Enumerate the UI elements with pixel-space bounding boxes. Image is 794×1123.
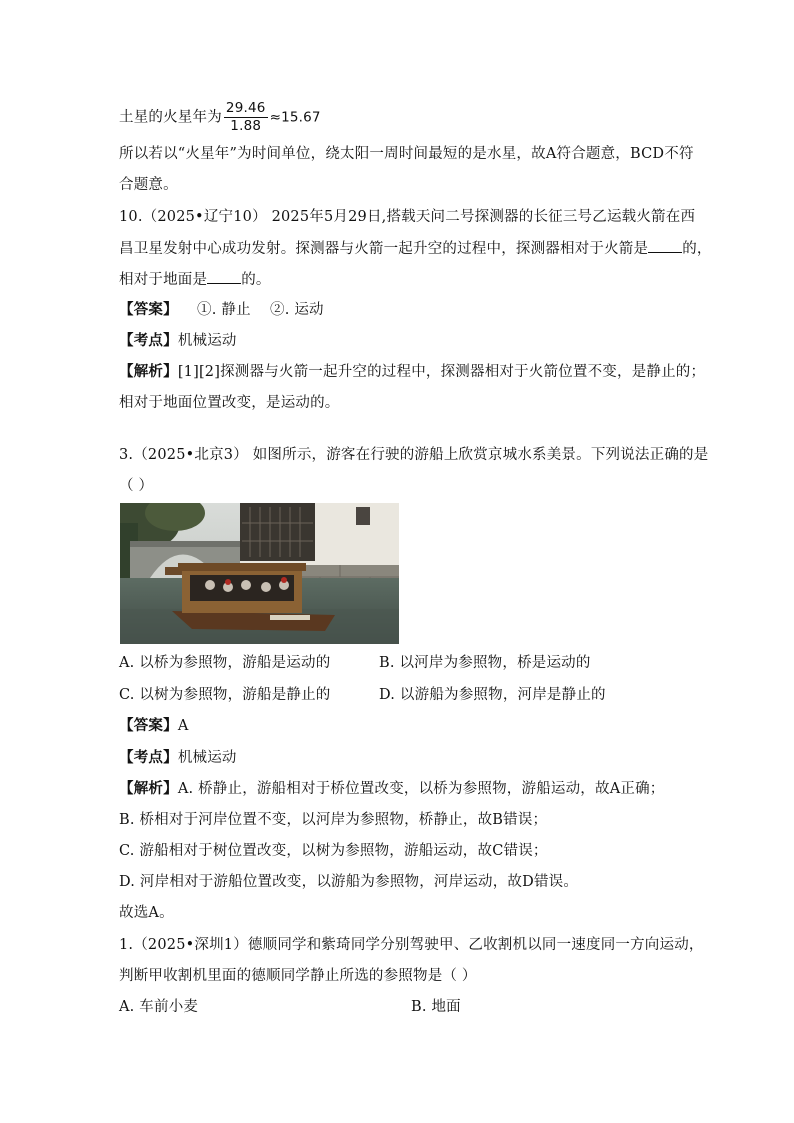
q10-answer: [119, 300, 324, 320]
fraction: [224, 100, 268, 135]
q3-options-row-1: [119, 653, 591, 673]
topic-tag: 【考点】: [119, 332, 178, 349]
analysis-text: [1][2]探测器与火箭一起升空的过程中，探测器相对于火箭位置不变，是静止的；: [177, 364, 706, 380]
q10-analysis-1: [119, 362, 705, 382]
q3-answer: [119, 716, 188, 736]
q3-analysis-4: D. 河岸相对于游船位置改变，以游船为参照物，河岸运动，故D错误。: [119, 874, 579, 890]
analysis-text: A. 桥静止，游船相对于桥位置改变，以桥为参照物，游船运动，故A正确；: [177, 781, 665, 797]
q10-stem-1: 10.（2025•辽宁10） 2025年5月29日,搭载天问二号探测器的长征三号乙运载火箭在西: [119, 209, 696, 225]
q10-stem-3-text: 相对于地面是: [119, 272, 208, 288]
option-d: D. 以游船为参照物，河岸是静止的: [379, 687, 606, 703]
q10-topic: [119, 331, 237, 351]
topic-tag: 【考点】: [119, 749, 178, 766]
answer-tag: 【答案】: [119, 717, 178, 734]
fraction-numerator: 29.46: [225, 100, 266, 116]
q10-stem-2-end: 的，: [682, 241, 712, 257]
q1-stem-1: 1.（2025•深圳1）德顺同学和紫琦同学分别驾驶甲、乙收割机以同一速度同一方向运动，: [119, 937, 704, 953]
q3-options-row-2: [119, 685, 606, 705]
option-a: A. 以桥为参照物，游船是运动的: [119, 655, 331, 671]
q3-final: 故选A。: [119, 905, 174, 921]
q3-analysis-3: C. 游船相对于树位置改变，以树为参照物，游船运动，故C错误；: [119, 843, 548, 859]
saturn-line: [119, 100, 321, 135]
fraction-denominator: 1.88: [230, 118, 262, 134]
canal-boat-photo: [120, 503, 399, 644]
option-a: A. 车前小麦: [119, 999, 199, 1015]
topic-text: 机械运动: [177, 750, 237, 766]
q1-stem-2: 判断甲收割机里面的德顺同学静止所选的参照物是（ ）: [119, 968, 477, 984]
blank-2: [207, 269, 241, 284]
approx-value: ≈15.67: [269, 109, 321, 126]
analysis-tag: 【解析】: [119, 780, 178, 797]
q10-analysis-2: 相对于地面位置改变，是运动的。: [119, 395, 340, 411]
q3-topic: [119, 748, 237, 768]
q10-stem-2: [119, 238, 712, 259]
answer-tag: 【答案】: [119, 301, 178, 318]
q3-stem-2: （ ）: [119, 478, 154, 494]
conclusion-line-2: 合题意。: [119, 177, 178, 193]
option-b: B. 地面: [411, 999, 461, 1015]
q10-stem-3: [119, 269, 271, 290]
q3-analysis-2: B. 桥相对于河岸位置不变，以河岸为参照物，桥静止，故B错误；: [119, 812, 548, 828]
answer-text: A: [177, 718, 189, 734]
blank-1: [648, 238, 682, 253]
q10-stem-2-text: 昌卫星发射中心成功发射。探测器与火箭一起升空的过程中，探测器相对于火箭是: [119, 241, 649, 257]
analysis-tag: 【解析】: [119, 363, 178, 380]
saturn-prefix: 土星的火星年为: [119, 109, 222, 126]
conclusion-line-1: 所以若以“火星年”为时间单位，绕太阳一周时间最短的是水星，故A符合题意，BCD不符: [119, 146, 694, 162]
q1-options-row-1: [119, 997, 461, 1017]
topic-text: 机械运动: [177, 333, 237, 349]
option-c: C. 以树为参照物，游船是静止的: [119, 687, 331, 703]
q3-analysis-1: [119, 779, 664, 799]
q10-stem-3-end: 的。: [241, 272, 271, 288]
answer-text: ①. 静止 ②. 运动: [177, 302, 324, 318]
option-b: B. 以河岸为参照物，桥是运动的: [379, 655, 591, 671]
q3-stem-1: 3.（2025•北京3） 如图所示，游客在行驶的游船上欣赏京城水系美景。下列说法正确的是: [119, 447, 709, 463]
